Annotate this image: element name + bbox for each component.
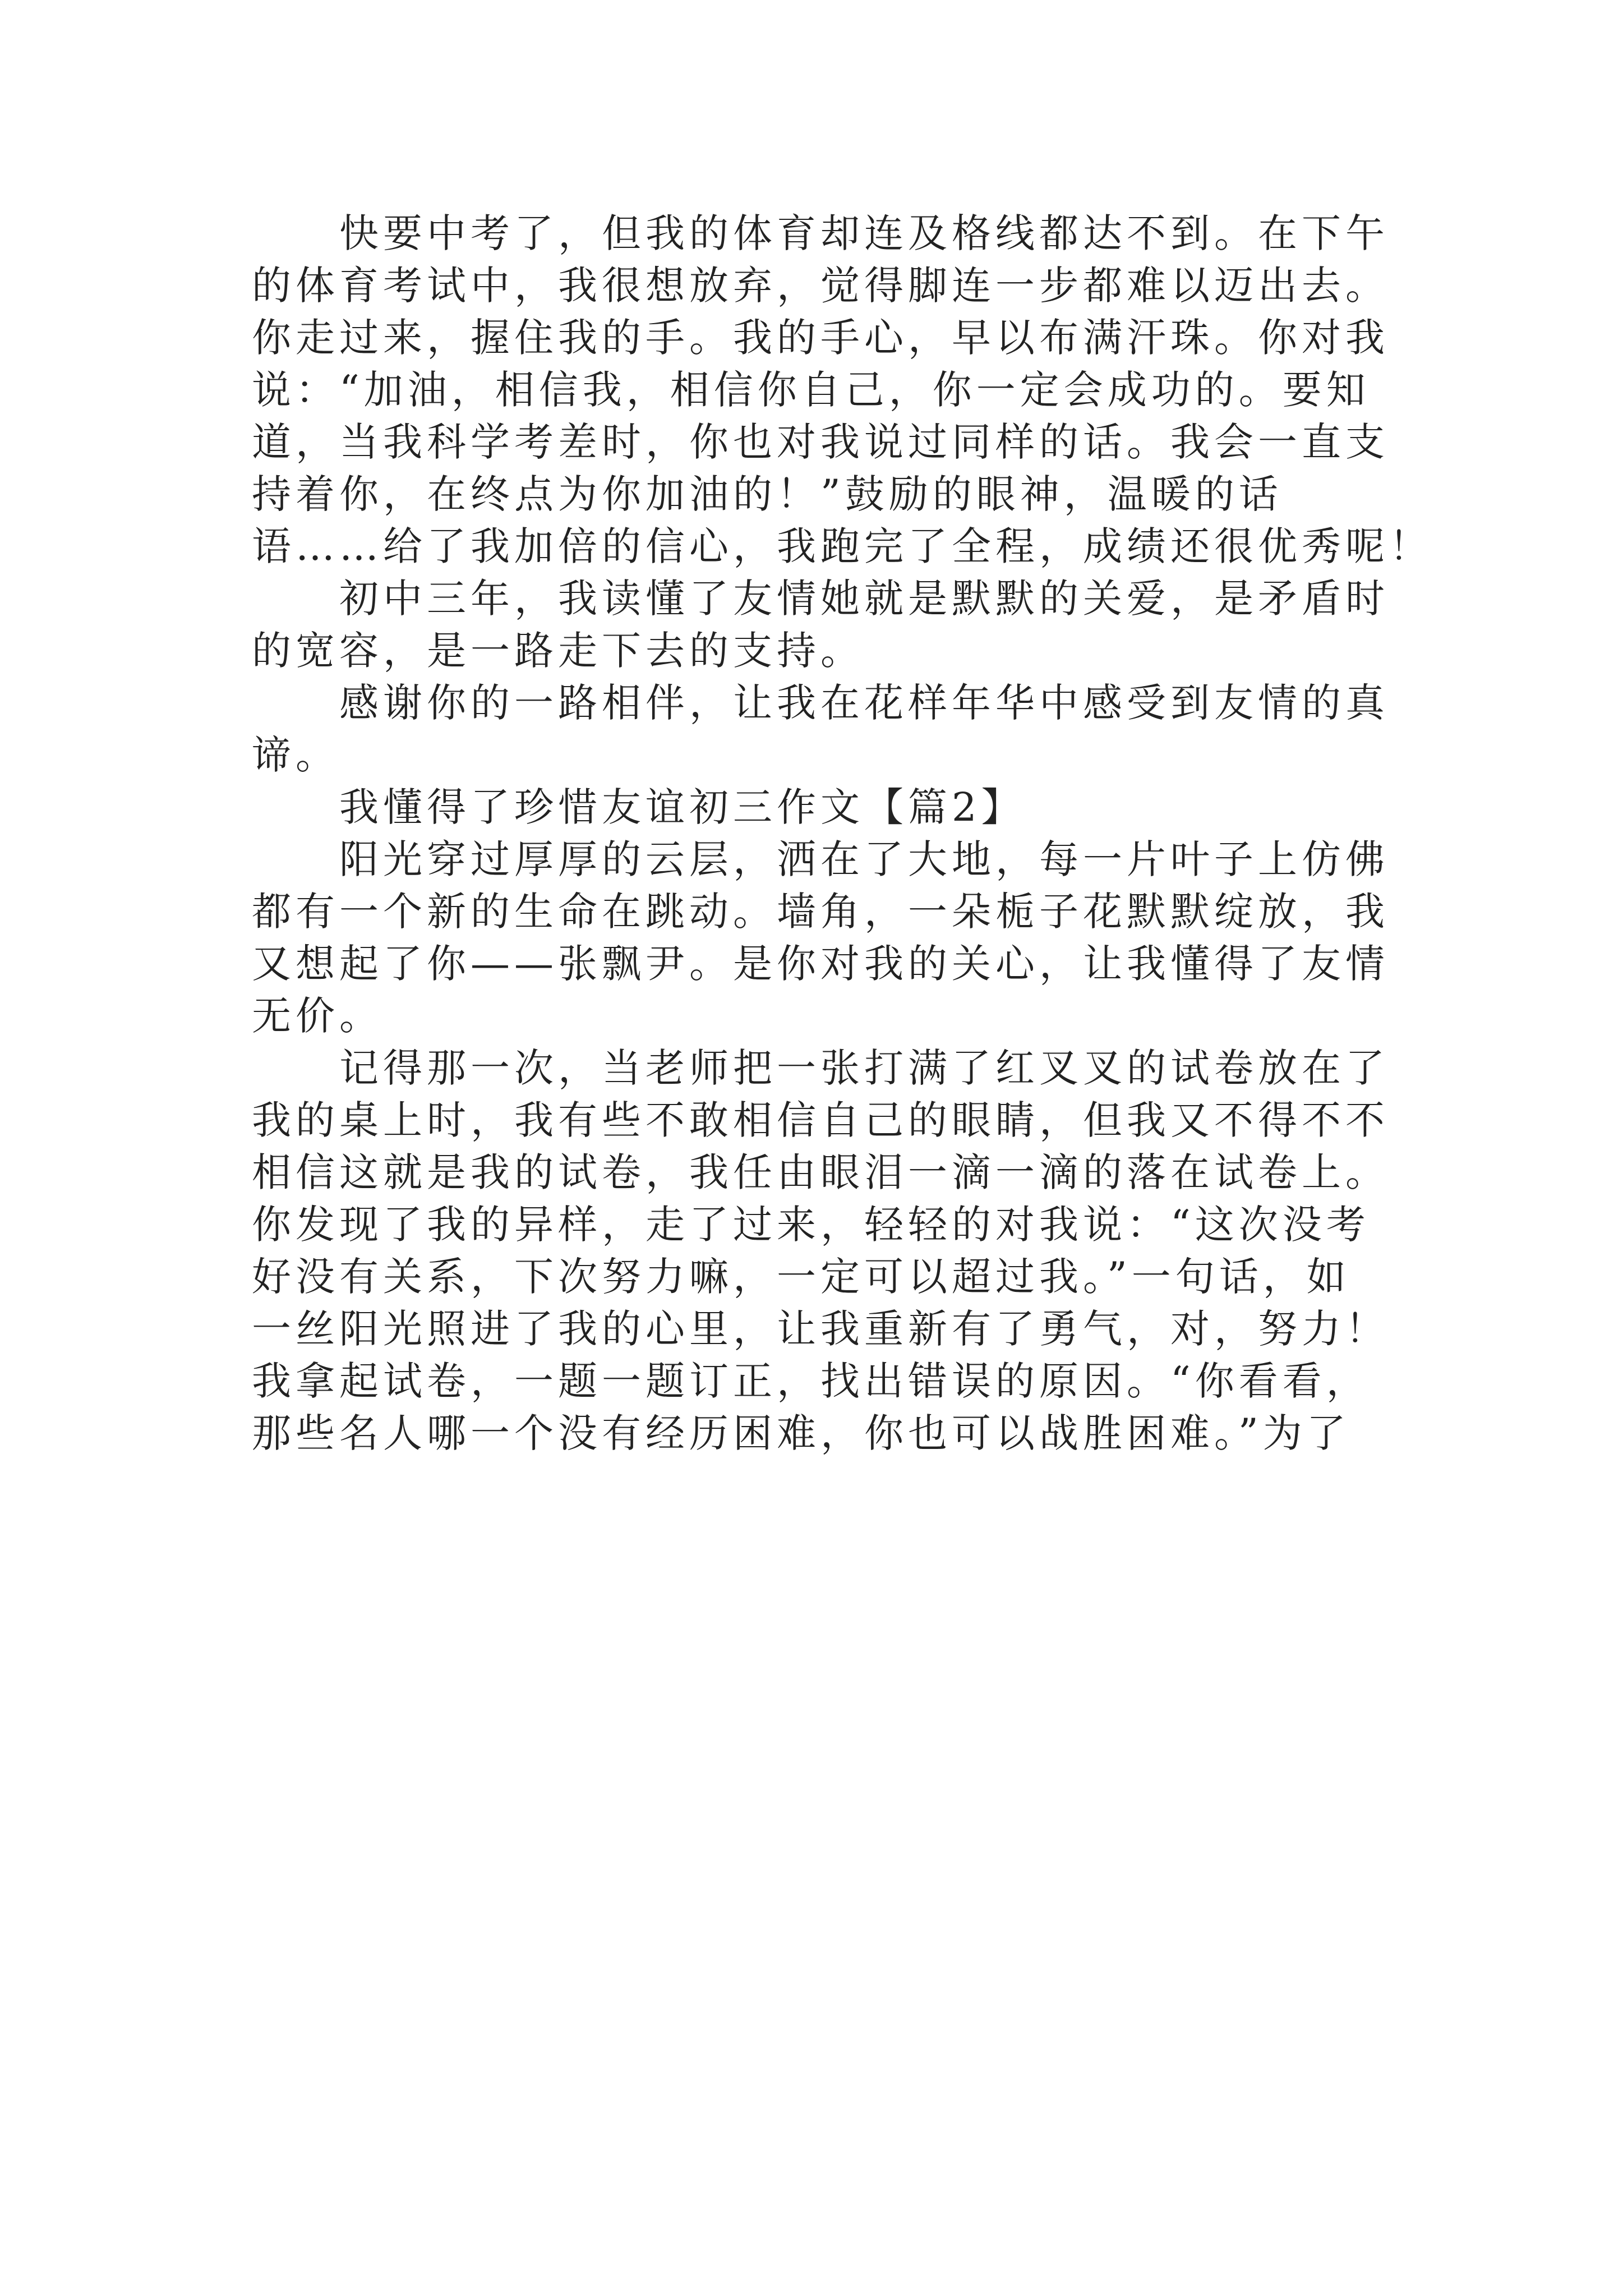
text-line: 道，当我科学考差时，你也对我说过同样的话。我会一直支 [252, 419, 1389, 465]
text-line: 快要中考了，但我的体育却连及格线都达不到。在下午 [252, 210, 1389, 256]
text-line: 我的桌上时，我有些不敢相信自己的眼睛，但我又不得不不 [252, 1097, 1389, 1143]
text-line: 谛。 [252, 732, 339, 778]
text-line: 的体育考试中，我很想放弃，觉得脚连一步都难以迈出去。 [252, 263, 1389, 309]
body-text [252, 208, 1433, 1460]
text-line: 你走过来，握住我的手。我的手心，早以布满汗珠。你对我 [252, 315, 1389, 361]
text-line: 阳光穿过厚厚的云层，洒在了大地，每一片叶子上仿佛 [252, 836, 1389, 882]
text-line: 初中三年，我读懂了友情她就是默默的关爱，是矛盾时 [252, 576, 1389, 622]
text-line: 无价。 [252, 993, 383, 1039]
text-line: 记得那一次，当老师把一张打满了红叉叉的试卷放在了 [252, 1045, 1389, 1091]
text-line: 的宽容，是一路走下去的支持。 [252, 628, 864, 674]
text-line: 说：“加油，相信我，相信你自己，你一定会成功的。要知 [252, 367, 1370, 413]
text-line: 感谢你的一路相伴，让我在花样年华中感受到友情的真 [252, 680, 1389, 726]
section-heading: 我懂得了珍惜友谊初三作文【篇2】 [252, 784, 1025, 830]
text-line: 都有一个新的生命在跳动。墙角，一朵栀子花默默绽放，我 [252, 889, 1389, 935]
text-line: 那些名人哪一个没有经历困难，你也可以战胜困难。”为了 [252, 1410, 1350, 1456]
text-line: 我拿起试卷，一题一题订正，找出错误的原因。“你看看， [252, 1358, 1370, 1404]
text-line: 一丝阳光照进了我的心里，让我重新有了勇气，对，努力！ [252, 1306, 1389, 1352]
text-line: 你发现了我的异样，走了过来，轻轻的对我说：“这次没考 [252, 1202, 1370, 1248]
text-line: 相信这就是我的试卷，我任由眼泪一滴一滴的落在试卷上。 [252, 1149, 1389, 1195]
text-line: 好没有关系，下次努力嘛，一定可以超过我。”一句话，如 [252, 1254, 1350, 1300]
text-line: 持着你，在终点为你加油的！”鼓励的眼神，温暖的话 [252, 471, 1283, 517]
text-line: 语……给了我加倍的信心，我跑完了全程，成绩还很优秀呢！ [252, 523, 1433, 569]
text-line: 又想起了你——张飘尹。是你对我的关心，让我懂得了友情 [252, 941, 1389, 987]
